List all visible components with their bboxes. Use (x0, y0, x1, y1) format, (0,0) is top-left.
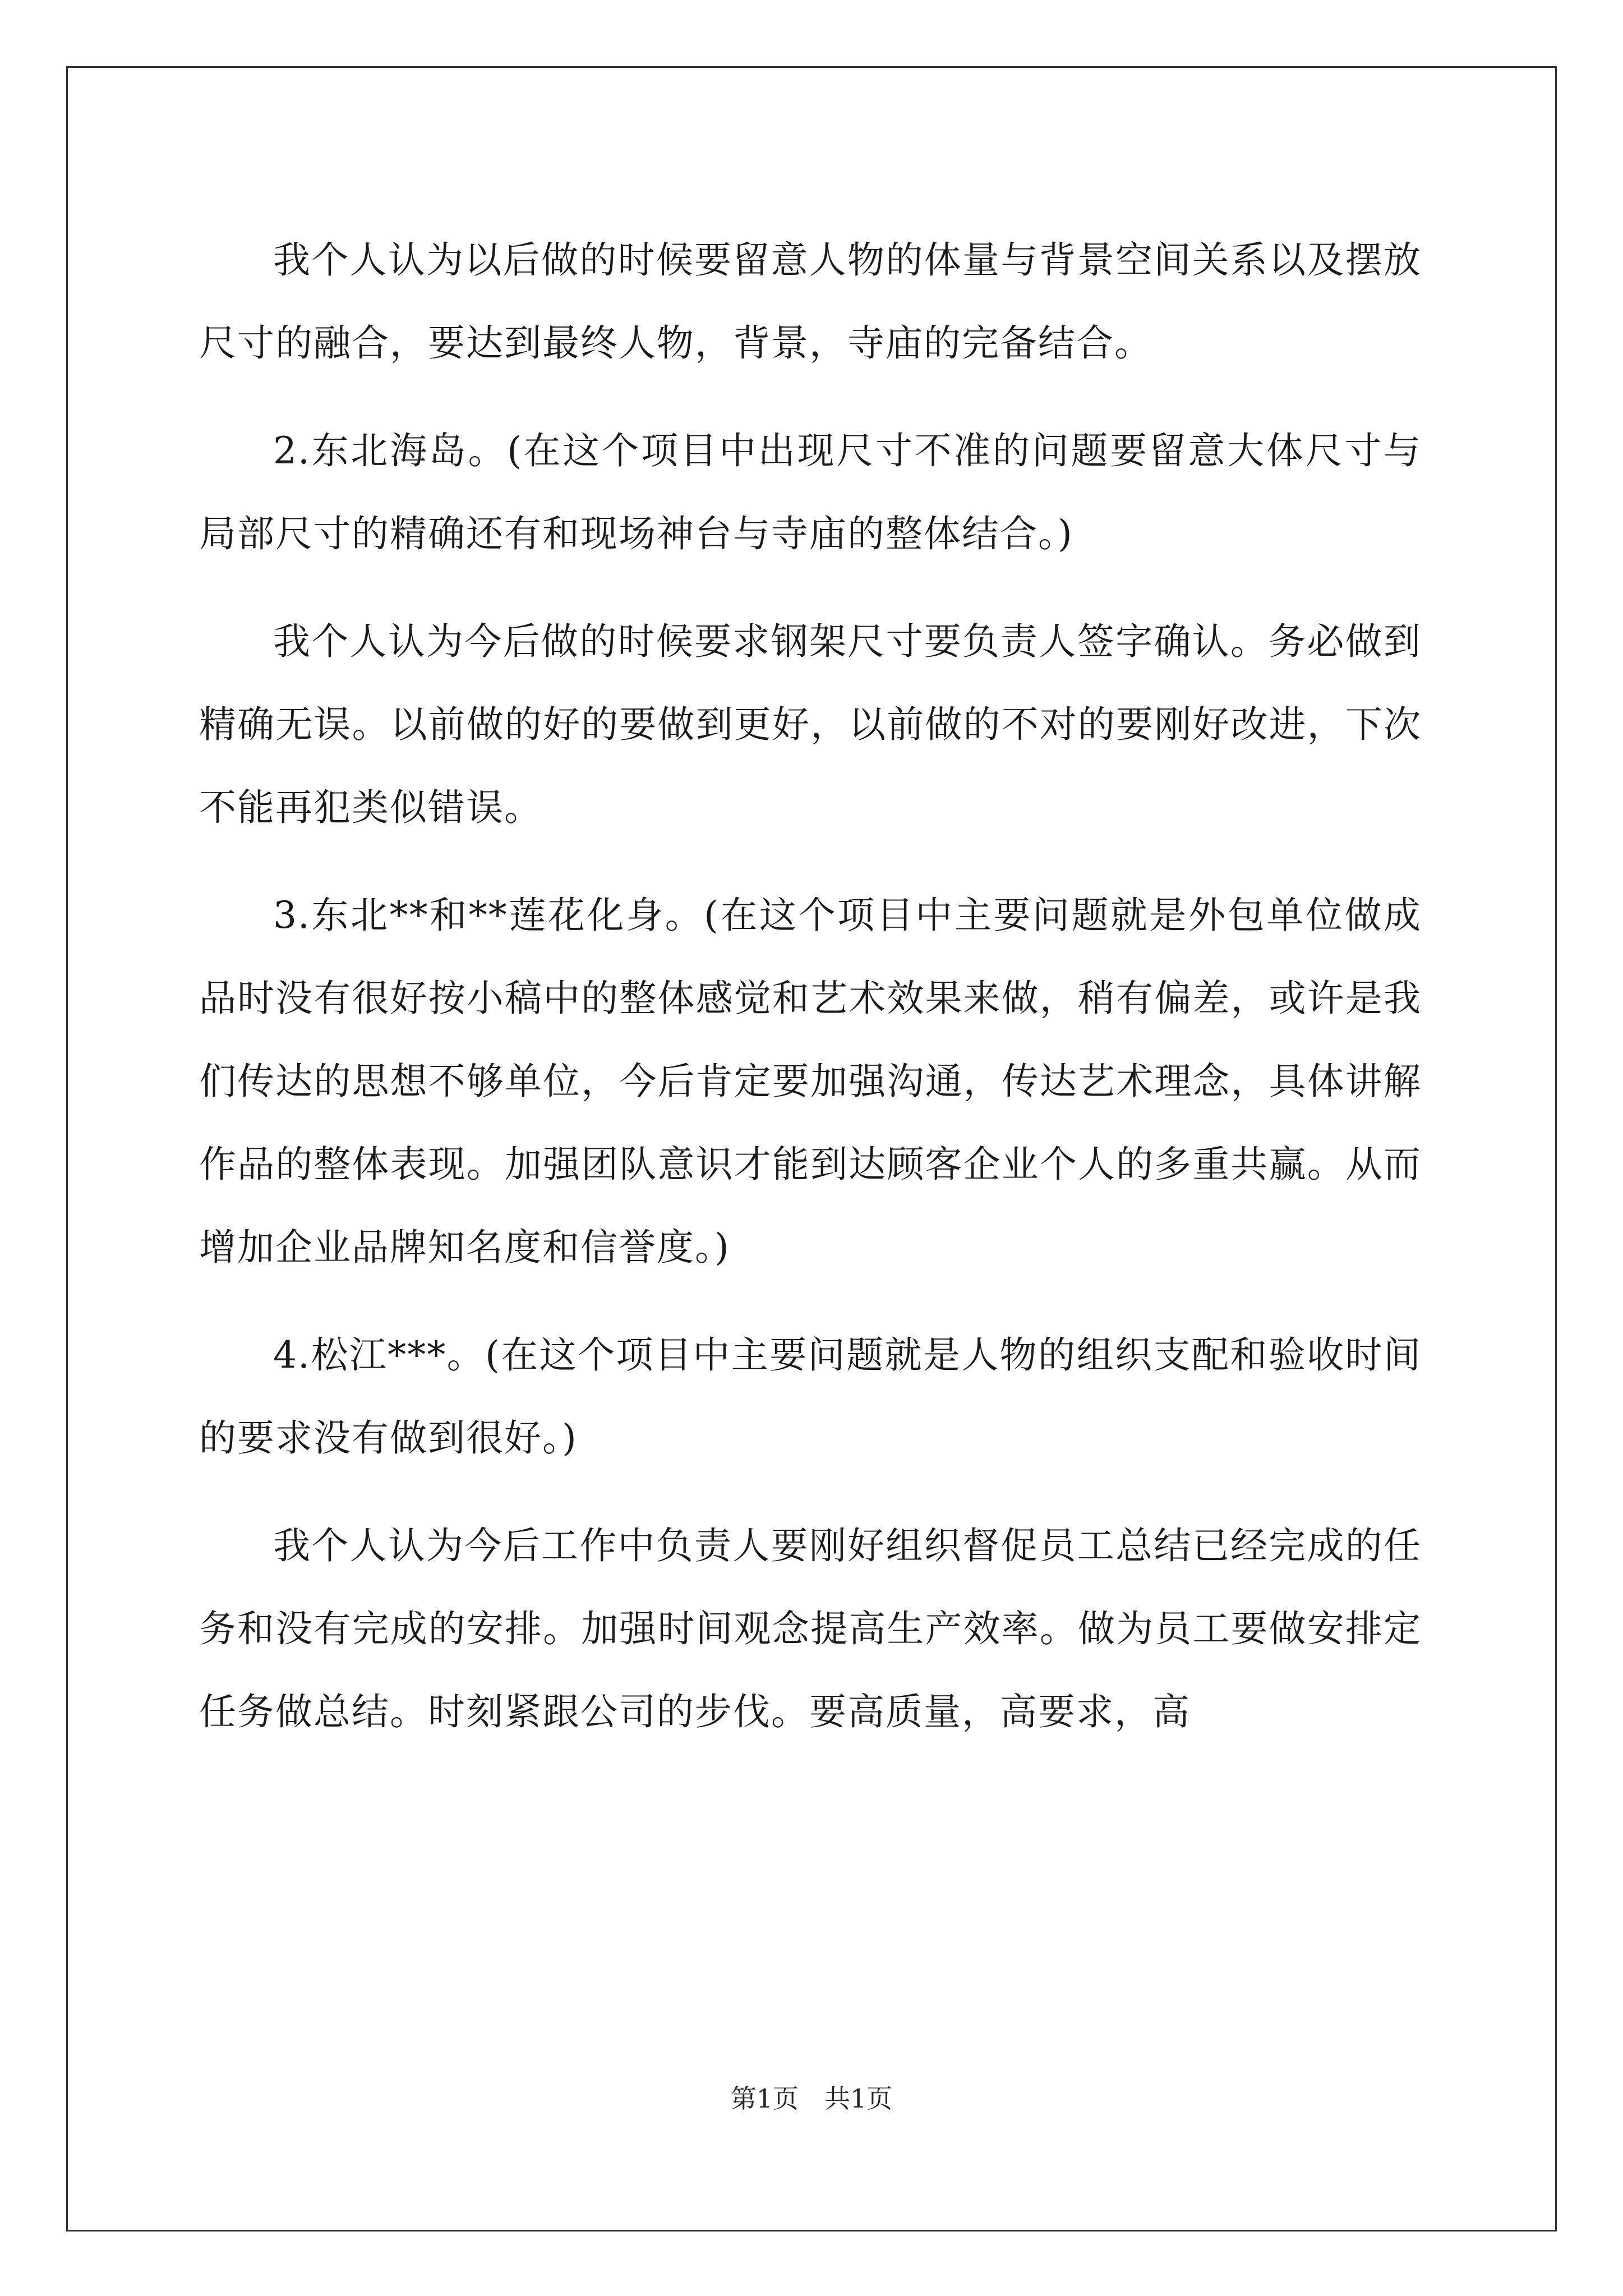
paragraph-5: 4.松江***。(在这个项目中主要问题就是人物的组织支配和验收时间的要求没有做到很好。) (199, 1333, 1422, 1460)
paragraph-3: 我个人认为今后做的时候要求钢架尺寸要负责人签字确认。务必做到精确无误。以前做的好的要做到更好，以前做的不对的要刚好改进，下次不能再犯类似错误。 (199, 620, 1422, 829)
paragraph-4: 3.东北**和**莲花化身。(在这个项目中主要问题就是外包单位做成品时没有很好按小稿中的整体感觉和艺术效果来做，稍有偏差，或许是我们传达的思想不够单位，今后肯定要加强沟通，传达艺术理念，具体讲解作品的整体表现。加强团队意识才能到达顾客企业个人的多重共赢。从而增加企业品牌知名度和信誉度。) (199, 894, 1422, 1269)
page-number-footer: 第1页 共1页 (730, 2083, 893, 2114)
paragraph-6: 我个人认为今后工作中负责人要刚好组织督促员工总结已经完成的任务和没有完成的安排。加强时间观念提高生产效率。做为员工要做安排定任务做总结。时刻紧跟公司的步伐。要高质量，高要求，高 (199, 1524, 1422, 1733)
paragraph-2: 2.东北海岛。(在这个项目中出现尺寸不准的问题要留意大体尺寸与局部尺寸的精确还有和现场神台与寺庙的整体结合。) (199, 429, 1422, 555)
paragraph-1: 我个人认为以后做的时候要留意人物的体量与背景空间关系以及摆放尺寸的融合，要达到最终人物，背景，寺庙的完备结合。 (199, 238, 1422, 365)
document-body (199, 219, 1422, 1778)
